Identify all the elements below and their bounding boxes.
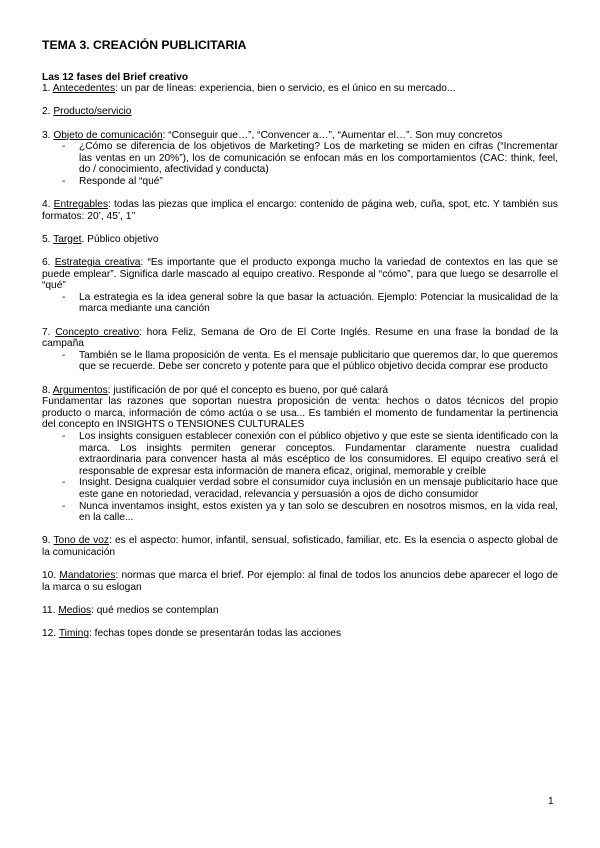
item-text: : qué medios se contemplan [91,604,219,616]
item-term: Argumentos [52,384,108,396]
item-8 [42,385,558,397]
page-title: TEMA 3. CREACIÓN PUBLICITARIA [42,38,247,52]
item-term: Antecedentes [52,83,116,95]
item-5 [42,234,558,246]
item-term: Producto/servicio [53,106,132,118]
page-number: 1 [548,796,554,807]
item-number: 5. [42,233,54,245]
item-4 [42,199,558,222]
item-9 [42,535,558,558]
item-text: : todas las piezas que implica el encargo: contenido de página web, cuña, spot, etc. Y también sus formatos: 20’, 45’, 1’’ [42,199,558,222]
item-number: 3. [42,129,54,141]
item-2 [42,106,558,118]
item-term: Tono de voz [53,535,110,547]
item-number: 8. [42,384,53,396]
item-12 [42,628,558,640]
item-text: : es el aspecto: humor, infantil, sensual, sofisticado, familiar, etc. Es la esencia o aspecto global de la comunicación [42,535,558,558]
item-10 [42,570,558,593]
item-number: 6. [42,257,55,269]
item-1 [42,83,558,95]
item-number: 10. [42,570,60,582]
item-term: Mandatories [59,570,116,582]
item-text: : “Conseguir que…”, “Convencer a…”, “Aumentar el…”. Son muy concretos [162,129,503,141]
item-text: : normas que marca el brief. Por ejemplo: al final de todos los anuncios debe aparecer el logo de la marca o su eslogan [42,570,558,593]
list-item: - Los insights consiguen establecer conexión con el público objetivo y que este se sienta identificado con la marca. Los insights permiten generar conceptos. Fundamentar claramente nuestra cualidad extraordinaria para convencer hasta al más escéptico de los consumidores. El equipo creativo será el responsable de expresar esta información de manera eficaz, original, memorable y creíble [42,431,558,477]
item-term: Estrategia creativa [54,257,141,269]
list-item: - Nunca inventamos insight, estos existen ya y tan solo se descubren en nosotros mismos, en la vida real, en la calle... [42,501,558,524]
document-page [42,40,558,640]
item-text: : justificación de por qué el concepto es bueno, por qué calará [107,384,389,396]
item-number: 11. [42,604,59,616]
item-text: : un par de líneas: experiencia, bien o servicio, es el único en su mercado... [115,83,456,95]
item-term: Concepto creativo [55,326,140,338]
item-number: 1. [42,83,53,95]
item-3 [42,130,558,142]
list-item: - Insight. Designa cualquier verdad sobre el consumidor cuya inclusión en un mensaje publicitario hace que este gane en notoriedad, veracidad, relevancia y persuasión a ojos de dicho consumidor [42,477,558,500]
item-term: Entregables [53,199,109,211]
item-6 [42,257,558,292]
item-number: 9. [42,535,54,547]
item-text: : “Es importante que el producto exponga mucho la variedad de contextos en las que se puede emplear”. Significa darle mascado al equipo creativo. Responde al “cómo”, para que luego se desarrolle el “qué” [42,257,559,292]
item-7-bullets [42,350,558,373]
item-term: Timing [58,628,90,640]
item-11 [42,605,558,617]
item-number: 4. [42,199,54,211]
item-number: 7. [42,326,56,338]
item-8-extra: Fundamentar las razones que soportan nuestra proposición de venta: hechos o datos técnicos del propio producto o marca, información de cómo actúa o se usa... Es también el momento de fundamentar la pertinencia del concepto en INSIGHTS o TENSIONES CULTURALES [42,396,558,431]
item-term: Medios [58,604,92,616]
item-text: : fechas topes donde se presentarán todas las acciones [89,628,342,640]
item-7 [42,327,558,350]
item-3-bullets [42,141,558,187]
list-item: - ¿Cómo se diferencia de los objetivos de Marketing? Los de marketing se miden en cifras (“Incrementar las ventas en un 20%”), los de comunicación se enfocan más en los comportamientos (CAC: think, feel, do / conocimiento, afectividad y conducta) [42,141,558,176]
item-term: Objeto de comunicación [53,129,163,141]
item-term: Target [53,233,82,245]
section-subtitle: Las 12 fases del Brief creativo [42,71,189,83]
item-text: . Público objetivo [81,233,159,245]
item-number: 2. [42,106,54,118]
item-6-bullets [42,292,558,315]
item-text: : hora Feliz, Semana de Oro de El Corte Inglés. Resume en una frase la bondad de la campaña [42,326,558,350]
item-number: 12. [42,628,59,640]
item-8-bullets [42,431,558,524]
list-item: - También se le llama proposición de venta. Es el mensaje publicitario que queremos dar, lo que queremos que se recuerde. Debe ser concreto y potente para que el público objetivo decida comprar ese producto [42,350,558,373]
list-item: - Responde al “qué” [42,176,558,188]
list-item: - La estrategia es la idea general sobre la que basar la actuación. Ejemplo: Potenciar la musicalidad de la marca mediante una canción [42,292,558,315]
